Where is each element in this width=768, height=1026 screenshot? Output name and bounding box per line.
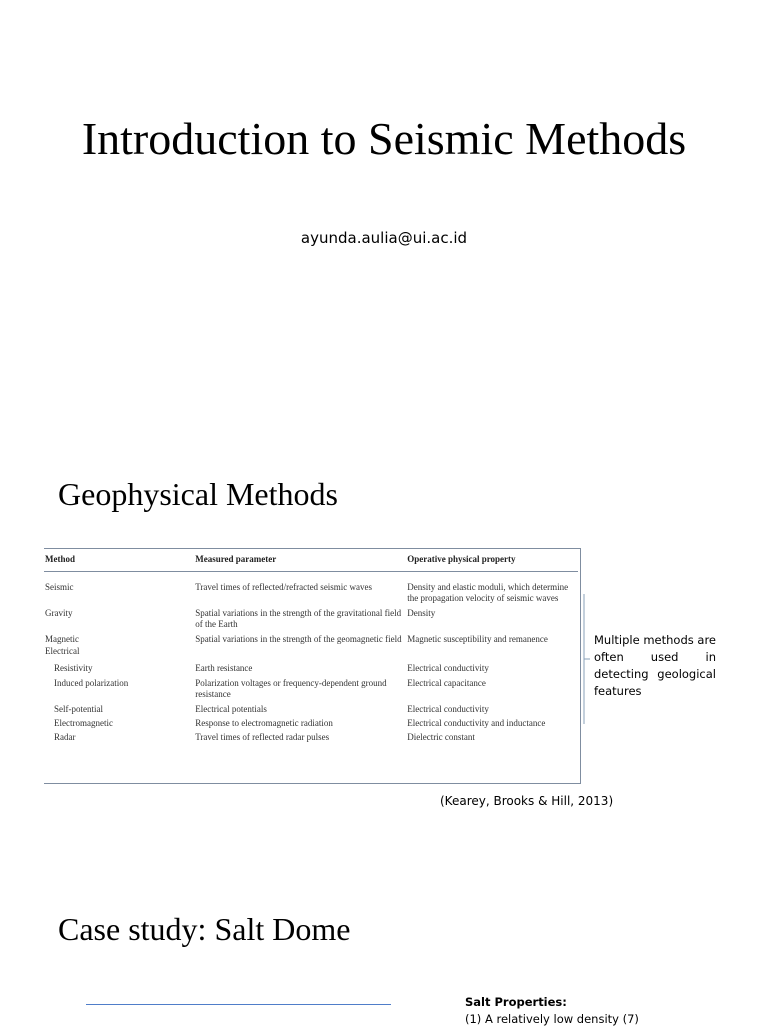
parameter-cell: Spatial variations in the strength of the geomagnetic field xyxy=(195,634,402,644)
citation: (Kearey, Brooks & Hill, 2013) xyxy=(440,794,614,808)
table-row xyxy=(44,700,578,715)
salt-property-item: (1) A relatively low density (7) xyxy=(465,1012,639,1026)
methods-table xyxy=(44,549,578,743)
parameter-cell: Travel times of reflected/refracted seismic waves xyxy=(195,582,373,592)
property-cell: Electrical conductivity xyxy=(407,663,489,673)
table-row xyxy=(44,674,578,700)
column-header: Method xyxy=(44,549,194,572)
table-row xyxy=(44,604,578,630)
parameter-cell: Travel times of reflected radar pulses xyxy=(195,732,330,742)
property-cell: Electrical capacitance xyxy=(407,678,486,688)
parameter-cell: Earth resistance xyxy=(195,663,253,673)
method-cell: Radar xyxy=(54,732,76,742)
property-cell: Dielectric constant xyxy=(407,732,475,742)
salt-properties-heading: Salt Properties: xyxy=(465,995,567,1009)
method-cell: Electrical xyxy=(45,646,80,656)
parameter-cell: Polarization voltages or frequency-dependent ground resistance xyxy=(195,678,387,699)
table-row xyxy=(44,630,578,645)
method-cell: Electromagnetic xyxy=(54,718,113,728)
property-cell: Magnetic susceptibility and remanence xyxy=(407,634,548,644)
parameter-cell: Spatial variations in the strength of the gravitational field of the Earth xyxy=(195,608,402,629)
table-row xyxy=(44,657,578,674)
method-cell: Magnetic xyxy=(45,634,79,644)
methods-table-container xyxy=(44,548,581,784)
column-header: Measured parameter xyxy=(194,549,406,572)
parameter-cell xyxy=(194,645,406,657)
method-cell: Self-potential xyxy=(54,704,103,714)
property-cell xyxy=(406,645,578,657)
side-note: Multiple methods are often used in detecting geological features xyxy=(594,633,716,698)
table-row xyxy=(44,572,578,605)
bracket-connector xyxy=(582,594,590,724)
method-cell: Seismic xyxy=(45,582,74,592)
parameter-cell: Electrical potentials xyxy=(195,704,267,714)
property-cell: Density and elastic moduli, which determine the propagation velocity of seismic waves xyxy=(407,582,569,603)
section-heading-geophysical: Geophysical Methods xyxy=(58,476,338,512)
table-row xyxy=(44,645,578,657)
property-cell: Density xyxy=(407,608,436,618)
property-cell: Electrical conductivity and inductance xyxy=(407,718,546,728)
section-heading-case-study: Case study: Salt Dome xyxy=(58,911,351,947)
column-header: Operative physical property xyxy=(406,549,578,572)
method-cell: Gravity xyxy=(45,608,73,618)
slide-title: Introduction to Seismic Methods xyxy=(81,113,687,164)
table-row xyxy=(44,729,578,743)
method-cell: Induced polarization xyxy=(54,678,129,688)
property-cell: Electrical conductivity xyxy=(407,704,489,714)
methods-table-body xyxy=(44,572,578,744)
table-header-row xyxy=(44,549,578,572)
table-row xyxy=(44,715,578,729)
author-email: ayunda.aulia@ui.ac.id xyxy=(300,229,468,247)
parameter-cell: Response to electromagnetic radiation xyxy=(195,718,333,728)
method-cell: Resistivity xyxy=(54,663,93,673)
divider-line xyxy=(86,1004,391,1005)
